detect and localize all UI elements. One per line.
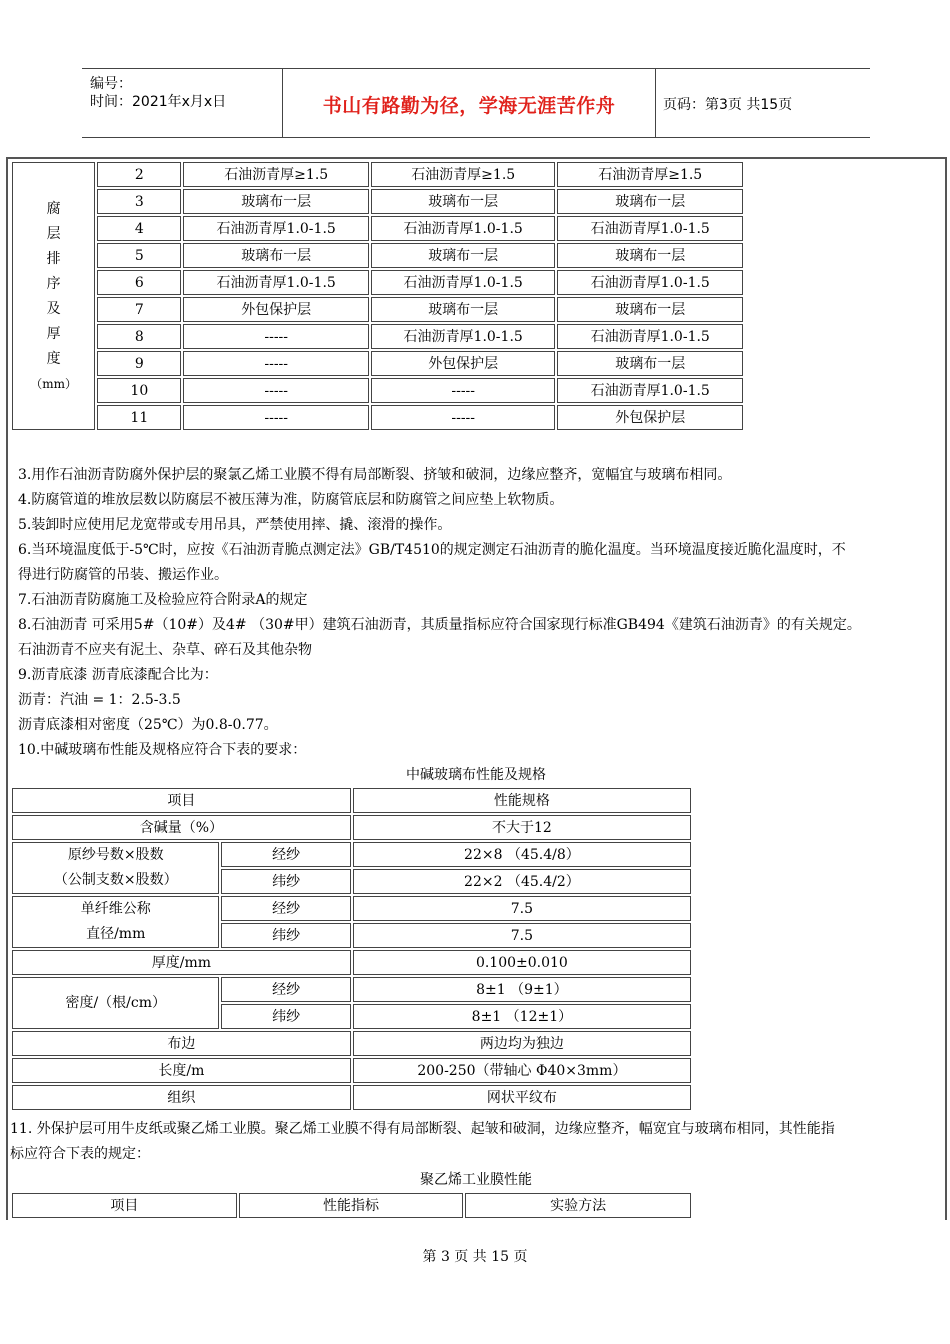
doc-number-label: 编号： (90, 76, 132, 92)
table-cell (12, 896, 219, 948)
layer-cell: 玻璃布一层 (557, 351, 743, 376)
layer-cell: 外包保护层 (557, 405, 743, 430)
layer-cell: 石油沥青厚1.0-1.5 (371, 270, 556, 295)
layer-cell: ----- (183, 405, 369, 430)
layer-cell: 石油沥青厚≥1.5 (371, 162, 556, 187)
table-row (12, 1031, 691, 1056)
table-cell: 纬纱 (221, 869, 350, 894)
layer-cell: 玻璃布一层 (371, 297, 556, 322)
table-row (12, 243, 743, 268)
table-row (12, 977, 691, 1002)
table-cell: 经纱 (221, 977, 350, 1002)
layer-cell: 玻璃布一层 (183, 189, 369, 214)
cell-line: 原纱号数×股数 (67, 847, 164, 863)
side-char: 排 (46, 251, 61, 267)
layer-cell: 4 (97, 216, 181, 241)
table-cell: 网状平纹布 (353, 1085, 691, 1110)
body-text (18, 463, 861, 763)
layer-cell: ----- (371, 405, 556, 430)
glass-table-caption: 中碱玻璃布性能及规格 (406, 767, 546, 783)
header-motto-cell (282, 69, 656, 137)
paragraph-line: 标应符合下表的规定： (10, 1146, 150, 1162)
layer-cell: 石油沥青厚1.0-1.5 (557, 378, 743, 403)
table-row (12, 815, 691, 840)
table-row (12, 896, 691, 921)
layer-cell: 石油沥青厚1.0-1.5 (183, 270, 369, 295)
layer-cell: ----- (183, 324, 369, 349)
motto-text: 书山有路勤为径，学海无涯苦作舟 (322, 95, 616, 117)
table-row (12, 378, 743, 403)
page-header (82, 68, 870, 138)
table-row (12, 1193, 691, 1218)
body-text-11 (10, 1117, 835, 1167)
table-row (12, 842, 691, 867)
page-footer: 第 3 页 共 15 页 (422, 1249, 528, 1265)
layer-cell: 玻璃布一层 (557, 297, 743, 322)
table-row (12, 1058, 691, 1083)
table-cell: 200-250（带轴心 Φ40×3mm） (353, 1058, 691, 1083)
layer-cell: 8 (97, 324, 181, 349)
side-char: 度 (46, 351, 61, 367)
table-cell: 22×8 （45.4/8） (353, 842, 691, 867)
table-cell: 纬纱 (221, 1004, 350, 1029)
side-char: 厚 (46, 326, 61, 342)
cell-line: 直径/mm (86, 926, 146, 942)
layer-cell: 石油沥青厚1.0-1.5 (183, 216, 369, 241)
table-cell: 7.5 (353, 923, 691, 948)
doc-date-label: 时间：2021年x月x日 (90, 94, 227, 110)
table-cell: 布边 (12, 1031, 351, 1056)
table-cell (12, 842, 219, 894)
layer-cell: 3 (97, 189, 181, 214)
table-cell: 密度/（根/cm） (12, 977, 219, 1029)
table-cell: 经纱 (221, 896, 350, 921)
layer-cell: 玻璃布一层 (557, 243, 743, 268)
table-row (12, 405, 743, 430)
paragraph-line: 6.当环境温度低于-5℃时，应按《石油沥青脆点测定法》GB/T4510的规定测定石油沥青的脆化温度。当环境温度接近脆化温度时，不 (18, 542, 846, 558)
layer-order-table (10, 160, 745, 432)
layer-cell: 5 (97, 243, 181, 268)
paragraph-line: 得进行防腐管的吊装、搬运作业。 (18, 567, 228, 583)
layer-cell: 2 (97, 162, 181, 187)
paragraph-line: 7.石油沥青防腐施工及检验应符合附录A的规定 (18, 592, 308, 608)
film-property-table (10, 1191, 693, 1220)
layer-cell: 石油沥青厚≥1.5 (557, 162, 743, 187)
film-table-caption: 聚乙烯工业膜性能 (420, 1172, 532, 1188)
table-cell: 组织 (12, 1085, 351, 1110)
table-cell: 两边均为独边 (353, 1031, 691, 1056)
layer-cell: 外包保护层 (183, 297, 369, 322)
table-header-cell: 性能规格 (353, 788, 691, 813)
paragraph-line: 3.用作石油沥青防腐外保护层的聚氯乙烯工业膜不得有局部断裂、挤皱和破洞，边缘应整齐，宽幅宜与玻璃布相同。 (18, 467, 732, 483)
table-header-cell: 项目 (12, 788, 351, 813)
paragraph-line: 11. 外保护层可用牛皮纸或聚乙烯工业膜。聚乙烯工业膜不得有局部断裂、起皱和破洞，边缘应整齐，幅宽宜与玻璃布相同，其性能指 (10, 1121, 835, 1137)
table-cell: 8±1 （9±1） (353, 977, 691, 1002)
layer-cell: 石油沥青厚≥1.5 (183, 162, 369, 187)
table-cell: 8±1 （12±1） (353, 1004, 691, 1029)
table-cell: 长度/m (12, 1058, 351, 1083)
glass-cloth-table (10, 786, 693, 1112)
layer-cell: 10 (97, 378, 181, 403)
table-row (12, 788, 691, 813)
cell-line: 单纤维公称 (80, 901, 151, 917)
page-info: 页码：第3页 共15页 (663, 97, 793, 113)
paragraph-line: 沥青底漆相对密度（25℃）为0.8-0.77。 (18, 717, 278, 733)
cell-line: （公制支数×股数） (53, 872, 178, 888)
table-row (12, 270, 743, 295)
table-row (12, 324, 743, 349)
table-row (12, 189, 743, 214)
layer-cell: 玻璃布一层 (183, 243, 369, 268)
header-page-cell (655, 69, 870, 137)
layer-side-label (12, 162, 95, 430)
header-meta-cell (82, 69, 282, 137)
layer-cell: 9 (97, 351, 181, 376)
paragraph-line: 4.防腐管道的堆放层数以防腐层不被压薄为准，防腐管底层和防腐管之间应垫上软物质。 (18, 492, 564, 508)
paragraph-line: 5.装卸时应使用尼龙宽带或专用吊具，严禁使用摔、撬、滚滑的操作。 (18, 517, 452, 533)
layer-cell: 石油沥青厚1.0-1.5 (557, 324, 743, 349)
table-cell: 含碱量（%） (12, 815, 351, 840)
table-cell: 不大于12 (353, 815, 691, 840)
side-char: 及 (46, 301, 61, 317)
paragraph-line: 石油沥青不应夹有泥土、杂草、碎石及其他杂物 (18, 642, 312, 658)
layer-cell: 石油沥青厚1.0-1.5 (371, 216, 556, 241)
layer-cell: 7 (97, 297, 181, 322)
layer-cell: 6 (97, 270, 181, 295)
layer-cell: ----- (371, 378, 556, 403)
table-header-cell: 项目 (12, 1193, 237, 1218)
table-cell: 厚度/mm (12, 950, 351, 975)
table-row (12, 351, 743, 376)
side-char: 层 (46, 226, 61, 242)
paragraph-line: 8.石油沥青 可采用5#（10#）及4# （30#甲）建筑石油沥青，其质量指标应符合国家现行标准GB494《建筑石油沥青》的有关规定。 (18, 617, 861, 633)
layer-cell: 玻璃布一层 (557, 189, 743, 214)
table-header-cell: 性能指标 (239, 1193, 464, 1218)
table-row (12, 297, 743, 322)
table-cell: 经纱 (221, 842, 350, 867)
side-char: 序 (46, 276, 61, 292)
paragraph-line: 10.中碱玻璃布性能及规格应符合下表的要求： (18, 742, 307, 758)
layer-cell: ----- (183, 378, 369, 403)
content-frame (6, 157, 947, 1220)
table-header-cell: 实验方法 (465, 1193, 691, 1218)
table-cell: 22×2 （45.4/2） (353, 869, 691, 894)
layer-cell: 石油沥青厚1.0-1.5 (557, 216, 743, 241)
paragraph-line: 9.沥青底漆 沥青底漆配合比为： (18, 667, 218, 683)
layer-cell: 外包保护层 (371, 351, 556, 376)
table-row (12, 162, 743, 187)
layer-cell: ----- (183, 351, 369, 376)
layer-cell: 玻璃布一层 (371, 189, 556, 214)
paragraph-line: 沥青：汽油 = 1：2.5-3.5 (18, 692, 181, 708)
table-cell: 7.5 (353, 896, 691, 921)
layer-cell: 石油沥青厚1.0-1.5 (371, 324, 556, 349)
table-row (12, 216, 743, 241)
layer-cell: 11 (97, 405, 181, 430)
table-row (12, 1085, 691, 1110)
layer-cell: 石油沥青厚1.0-1.5 (557, 270, 743, 295)
table-cell: 0.100±0.010 (353, 950, 691, 975)
side-char: （mm） (30, 377, 77, 391)
side-char: 腐 (46, 201, 61, 217)
table-cell: 纬纱 (221, 923, 350, 948)
table-row (12, 950, 691, 975)
layer-cell: 玻璃布一层 (371, 243, 556, 268)
